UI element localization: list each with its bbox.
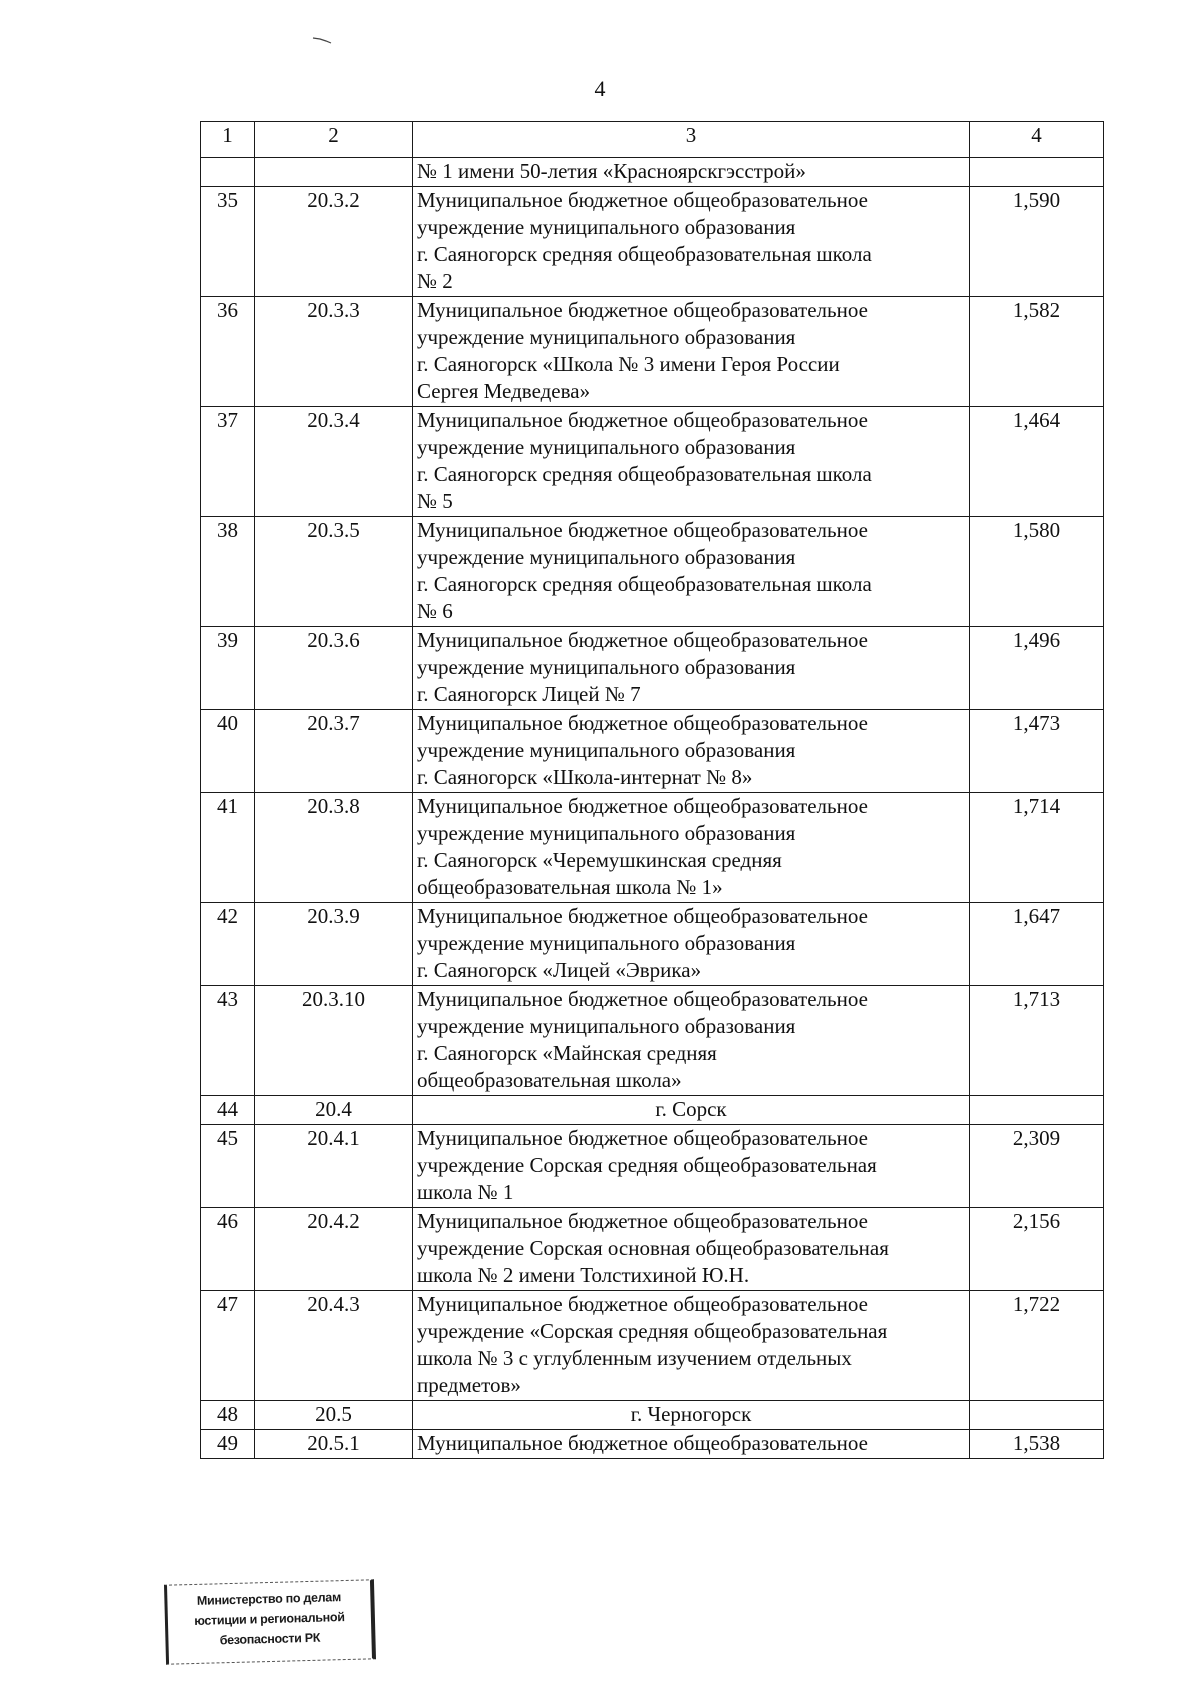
table-row: [201, 1291, 1104, 1401]
table-row: [201, 187, 1104, 297]
row-code: 20.3.5: [255, 517, 413, 627]
header-cell-4: 4: [970, 122, 1104, 158]
row-name: Муниципальное бюджетное общеобразовательное учреждение муниципального образования г. Саяногорск «Черемушкинская средняя общеобразовательная школа № 1»: [413, 793, 970, 903]
table-row: [201, 517, 1104, 627]
row-value: 1,473: [970, 710, 1104, 793]
row-name: Муниципальное бюджетное общеобразовательное учреждение «Сорская средняя общеобразовательная школа № 3 с углубленным изучением отдельных предметов»: [413, 1291, 970, 1401]
row-number: 37: [201, 407, 255, 517]
row-code: 20.3.3: [255, 297, 413, 407]
row-number: 48: [201, 1401, 255, 1430]
row-value: 2,156: [970, 1208, 1104, 1291]
table-row: [201, 407, 1104, 517]
row-number: 43: [201, 986, 255, 1096]
header-cell-2: 2: [255, 122, 413, 158]
row-number: 39: [201, 627, 255, 710]
section-row: [201, 1401, 1104, 1430]
row-number: 42: [201, 903, 255, 986]
row-number: 41: [201, 793, 255, 903]
header-cell-1: 1: [201, 122, 255, 158]
row-code: 20.3.7: [255, 710, 413, 793]
row-value: 1,580: [970, 517, 1104, 627]
row-value: 1,647: [970, 903, 1104, 986]
row-name: Муниципальное бюджетное общеобразовательное учреждение муниципального образования г. Саяногорск средняя общеобразовательная школа № 6: [413, 517, 970, 627]
row-name: Муниципальное бюджетное общеобразовательное учреждение муниципального образования г. Саяногорск «Майнская средняя общеобразовательная школа»: [413, 986, 970, 1096]
row-name: Муниципальное бюджетное общеобразовательное учреждение муниципального образования г. Саяногорск средняя общеобразовательная школа № 5: [413, 407, 970, 517]
row-name: Муниципальное бюджетное общеобразовательное учреждение муниципального образования г. Саяногорск средняя общеобразовательная школа № 2: [413, 187, 970, 297]
row-value: 1,496: [970, 627, 1104, 710]
row-code: 20.4: [255, 1096, 413, 1125]
row-number: 40: [201, 710, 255, 793]
row-code: 20.3.4: [255, 407, 413, 517]
row-value: 2,309: [970, 1125, 1104, 1208]
row-code: 20.3.8: [255, 793, 413, 903]
row-code: 20.5.1: [255, 1430, 413, 1459]
row-code: [255, 158, 413, 187]
row-name: Муниципальное бюджетное общеобразовательное учреждение муниципального образования г. Саяногорск Лицей № 7: [413, 627, 970, 710]
table-header-row: [201, 122, 1104, 158]
row-value: 1,582: [970, 297, 1104, 407]
row-code: 20.3.6: [255, 627, 413, 710]
row-value: [970, 158, 1104, 187]
row-name: Муниципальное бюджетное общеобразовательное учреждение Сорская основная общеобразовательная школа № 2 имени Толстихиной Ю.Н.: [413, 1208, 970, 1291]
table-row: [201, 986, 1104, 1096]
row-value: [970, 1096, 1104, 1125]
row-code: 20.3.9: [255, 903, 413, 986]
table-row: [201, 158, 1104, 187]
table-row: [201, 627, 1104, 710]
row-name: Муниципальное бюджетное общеобразовательное учреждение муниципального образования г. Саяногорск «Школа № 3 имени Героя России Сергея Медведева»: [413, 297, 970, 407]
row-code: 20.3.10: [255, 986, 413, 1096]
row-name: г. Черногорск: [413, 1401, 970, 1430]
row-code: 20.4.2: [255, 1208, 413, 1291]
row-number: 49: [201, 1430, 255, 1459]
row-code: 20.5: [255, 1401, 413, 1430]
stamp-line: безопасности РК: [219, 1630, 321, 1648]
table-row: [201, 297, 1104, 407]
row-name: г. Сорск: [413, 1096, 970, 1125]
row-value: 1,722: [970, 1291, 1104, 1401]
row-number: 47: [201, 1291, 255, 1401]
registration-stamp: [164, 1579, 376, 1664]
row-code: 20.3.2: [255, 187, 413, 297]
row-value: 1,590: [970, 187, 1104, 297]
row-value: 1,464: [970, 407, 1104, 517]
table-row: [201, 1125, 1104, 1208]
row-number: [201, 158, 255, 187]
header-cell-3: 3: [413, 122, 970, 158]
table-row: [201, 1208, 1104, 1291]
table-row: [201, 793, 1104, 903]
row-number: 35: [201, 187, 255, 297]
row-number: 45: [201, 1125, 255, 1208]
row-name: № 1 имени 50-летия «Красноярскгэсстрой»: [413, 158, 970, 187]
row-code: 20.4.1: [255, 1125, 413, 1208]
row-value: 1,714: [970, 793, 1104, 903]
row-value: 1,538: [970, 1430, 1104, 1459]
row-number: 44: [201, 1096, 255, 1125]
row-value: [970, 1401, 1104, 1430]
row-code: 20.4.3: [255, 1291, 413, 1401]
scan-artifact-mark: [312, 36, 332, 44]
table-row: [201, 1430, 1104, 1459]
stamp-line: Министерство по делам: [196, 1590, 342, 1608]
stamp-line: юстиции и региональной: [194, 1610, 345, 1628]
row-name: Муниципальное бюджетное общеобразовательное учреждение Сорская средняя общеобразовательная школа № 1: [413, 1125, 970, 1208]
table-row: [201, 710, 1104, 793]
row-name: Муниципальное бюджетное общеобразовательное учреждение муниципального образования г. Саяногорск «Лицей «Эврика»: [413, 903, 970, 986]
row-name: Муниципальное бюджетное общеобразовательное учреждение муниципального образования г. Саяногорск «Школа-интернат № 8»: [413, 710, 970, 793]
page-number: 4: [594, 76, 606, 101]
row-number: 38: [201, 517, 255, 627]
row-name: Муниципальное бюджетное общеобразовательное: [413, 1430, 970, 1459]
row-value: 1,713: [970, 986, 1104, 1096]
section-row: [201, 1096, 1104, 1125]
schools-table: [200, 121, 1104, 1459]
table-row: [201, 903, 1104, 986]
row-number: 36: [201, 297, 255, 407]
table-body: [201, 122, 1104, 1459]
row-number: 46: [201, 1208, 255, 1291]
